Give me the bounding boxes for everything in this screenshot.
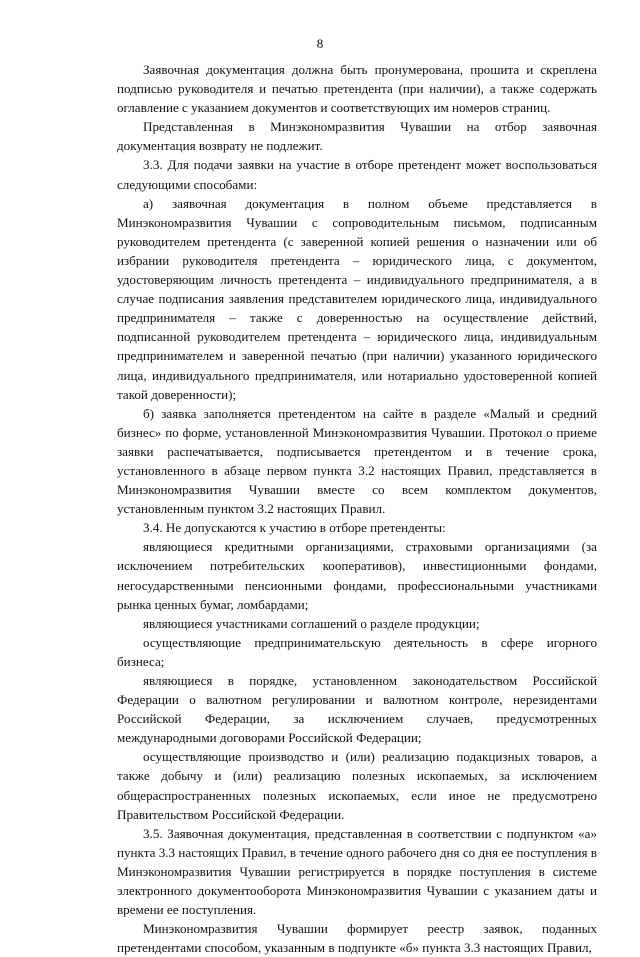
body-text	[117, 60, 597, 957]
paragraph: Минэкономразвития Чувашии формирует реестр заявок, поданных претендентами способом, указанным в подпункте «б» пункта 3.3 настоящих Правил,	[117, 921, 597, 956]
paragraph: осуществляющие производство и (или) реализацию подакцизных товаров, а также добычу и (или) реализацию полезных ископаемых, за исключением общераспространенных полезных ископаемых, если иное не предусмотрено Правительством Российской Федерации.	[117, 749, 597, 822]
paragraph: б) заявка заполняется претендентом на сайте в разделе «Малый и средний бизнес» по форме, установленной Минэкономразвития Чувашии. Протокол о приеме заявки распечатывается, подписывается претендентом и в течение срока, установленного в абзаце первом пункта 3.2 настоящих Правил, представляется в Минэкономразвития Чувашии вместе со всем комплектом документов, установленным пунктом 3.2 настоящих Правил.	[117, 405, 597, 517]
paragraph: а) заявочная документация в полном объеме представляется в Минэкономразвития Чувашии с сопроводительным письмом, подписанным руководителем претендента (с заверенной копией решения о назначении или об избрании руководителя претендента – юридического лица, с документом, удостоверяющим личность претендента – индивидуального предпринимателя, а в случае подписания заявления представителем юридического лица, индивидуального предпринимателя – также с доверенностью на осуществление действий, подписанной руководителем претендента – юридического лица, индивидуальным предпринимателем и заверенной печатью (при наличии) указанного юридического лица, индивидуального предпринимателя, или нотариально удостоверенной копией такой доверенности);	[117, 195, 597, 402]
page-number: 8	[316, 36, 324, 51]
paragraph: 3.3. Для подачи заявки на участие в отборе претендент может воспользоваться следующими способами:	[117, 157, 597, 192]
paragraph: Представленная в Минэкономразвития Чувашии на отбор заявочная документация возврату не подлежит.	[117, 119, 597, 154]
paragraph: являющиеся участниками соглашений о разделе продукции;	[143, 615, 480, 631]
paragraph: Заявочная документация должна быть пронумерована, прошита и скреплена подписью руководителя и печатью претендента (при наличии), а также содержать оглавление с указанием документов и соответствующих им номеров страниц.	[117, 62, 597, 116]
paragraph: являющиеся в порядке, установленном законодательством Российской Федерации о валютном регулировании и валютном контроле, нерезидентами Российской Федерации, за исключением случаев, предусмотренных международными договорами Российской Федерации;	[117, 673, 597, 746]
paragraph: 3.5. Заявочная документация, представленная в соответствии с подпунктом «а» пункта 3.3 настоящих Правил, в течение одного рабочего дня со дня ее поступления в Минэкономразвития Чувашии регистрируется в порядке поступления в системе электронного документооборота Минэкономразвития Чувашии с указанием даты и времени ее поступления.	[117, 825, 597, 918]
paragraph: 3.4. Не допускаются к участию в отборе претенденты:	[143, 520, 446, 536]
paragraph: осуществляющие предпринимательскую деятельность в сфере игорного бизнеса;	[117, 634, 597, 669]
paragraph: являющиеся кредитными организациями, страховыми организациями (за исключением потребительских кооперативов), инвестиционными фондами, негосударственными пенсионными фондами, профессиональными участниками рынка ценных бумаг, ломбардами;	[117, 539, 597, 612]
